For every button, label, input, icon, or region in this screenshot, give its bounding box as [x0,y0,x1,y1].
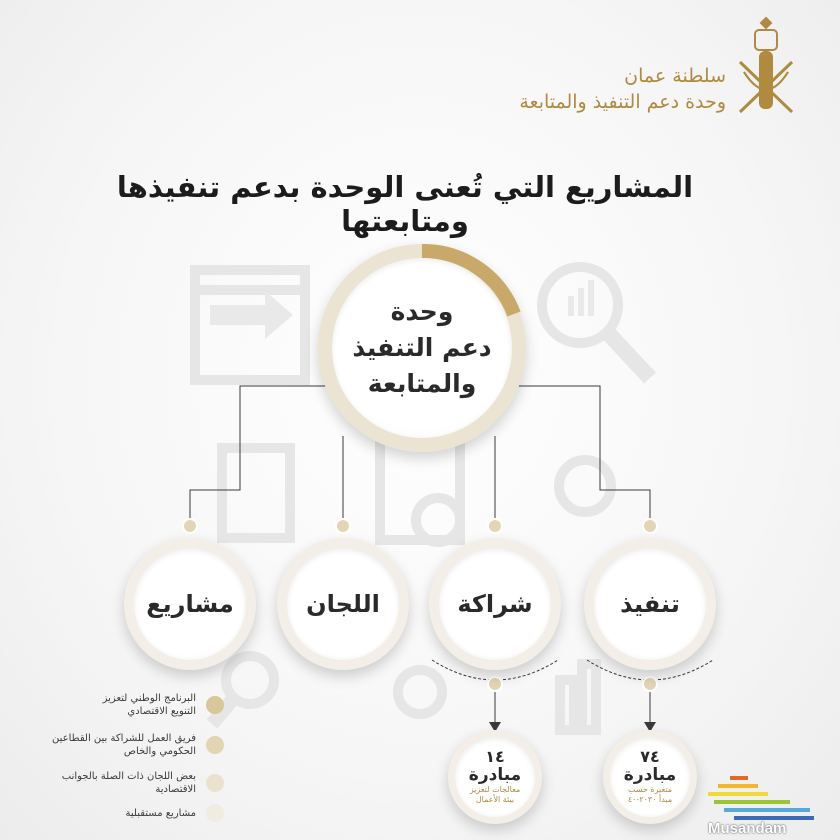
stat-circle-implementation [603,730,697,824]
watermark-logo-icon [700,772,820,824]
center-label [352,294,491,402]
center-label-line: والمتابعة [367,369,477,398]
category-label: مشاريع [146,590,234,618]
category-circle-committees [277,538,409,670]
category-circle-partnership [429,538,561,670]
connector-node [183,519,197,533]
center-label-line: وحدة [390,297,454,326]
connector-node [488,677,502,691]
org-name: سلطنة عمان [624,65,726,87]
category-label: شراكة [457,590,533,618]
legend-text [103,692,196,718]
stat-note: معالجات لتعزيز [469,785,521,794]
legend-dot [206,696,224,714]
connector-node [643,519,657,533]
stat-number: ١٤ [485,747,505,766]
legend-text-line: بعض اللجان ذات الصلة بالجوانب [61,771,196,782]
center-circle [318,244,526,452]
stat-note: متغيرة حسب [627,785,673,794]
stat-circle-partnership [448,730,542,824]
watermark-text: Musandam [708,820,787,837]
legend-item [24,770,224,796]
oman-emblem-icon [734,12,798,122]
legend-dot [206,736,224,754]
stat-word: مبادرة [468,765,522,785]
category-label: تنفيذ [620,590,680,618]
connector-node [643,677,657,691]
page-title: المشاريع التي تُعنى الوحدة بدعم تنفيذها ومتابعتها [116,170,694,238]
stat-note: بيئة الأعمال [475,795,515,804]
category-circle-implementation [584,538,716,670]
legend-text-line: التنويع الاقتصادي [127,706,196,717]
legend-text [52,732,196,758]
legend-text [62,770,196,796]
legend-text-line: البرنامج الوطني لتعزيز [102,693,196,704]
stat-word: مبادرة [623,765,677,785]
legend-text-line: الاقتصادية [155,784,196,795]
legend-text [126,807,197,820]
legend-item [24,692,224,718]
connector-node [336,519,350,533]
legend-text-line: فريق العمل للشراكة بين القطاعين [52,733,196,744]
stat-number: ٧٤ [640,747,660,766]
legend-dot [206,804,224,822]
stat-note: مبدأ ٢٠٣٠-٤٠ [627,795,673,804]
legend-text-line: الحكومي والخاص [123,746,196,757]
category-circle-projects [124,538,256,670]
unit-name: وحدة دعم التنفيذ والمتابعة [519,91,726,113]
legend-item [24,732,224,758]
center-label-line: دعم التنفيذ [352,333,492,362]
connector-node [488,519,502,533]
legend-text-line: مشاريع مستقبلية [125,807,196,819]
category-label: اللجان [306,590,380,618]
legend-item [24,804,224,822]
legend-dot [206,774,224,792]
